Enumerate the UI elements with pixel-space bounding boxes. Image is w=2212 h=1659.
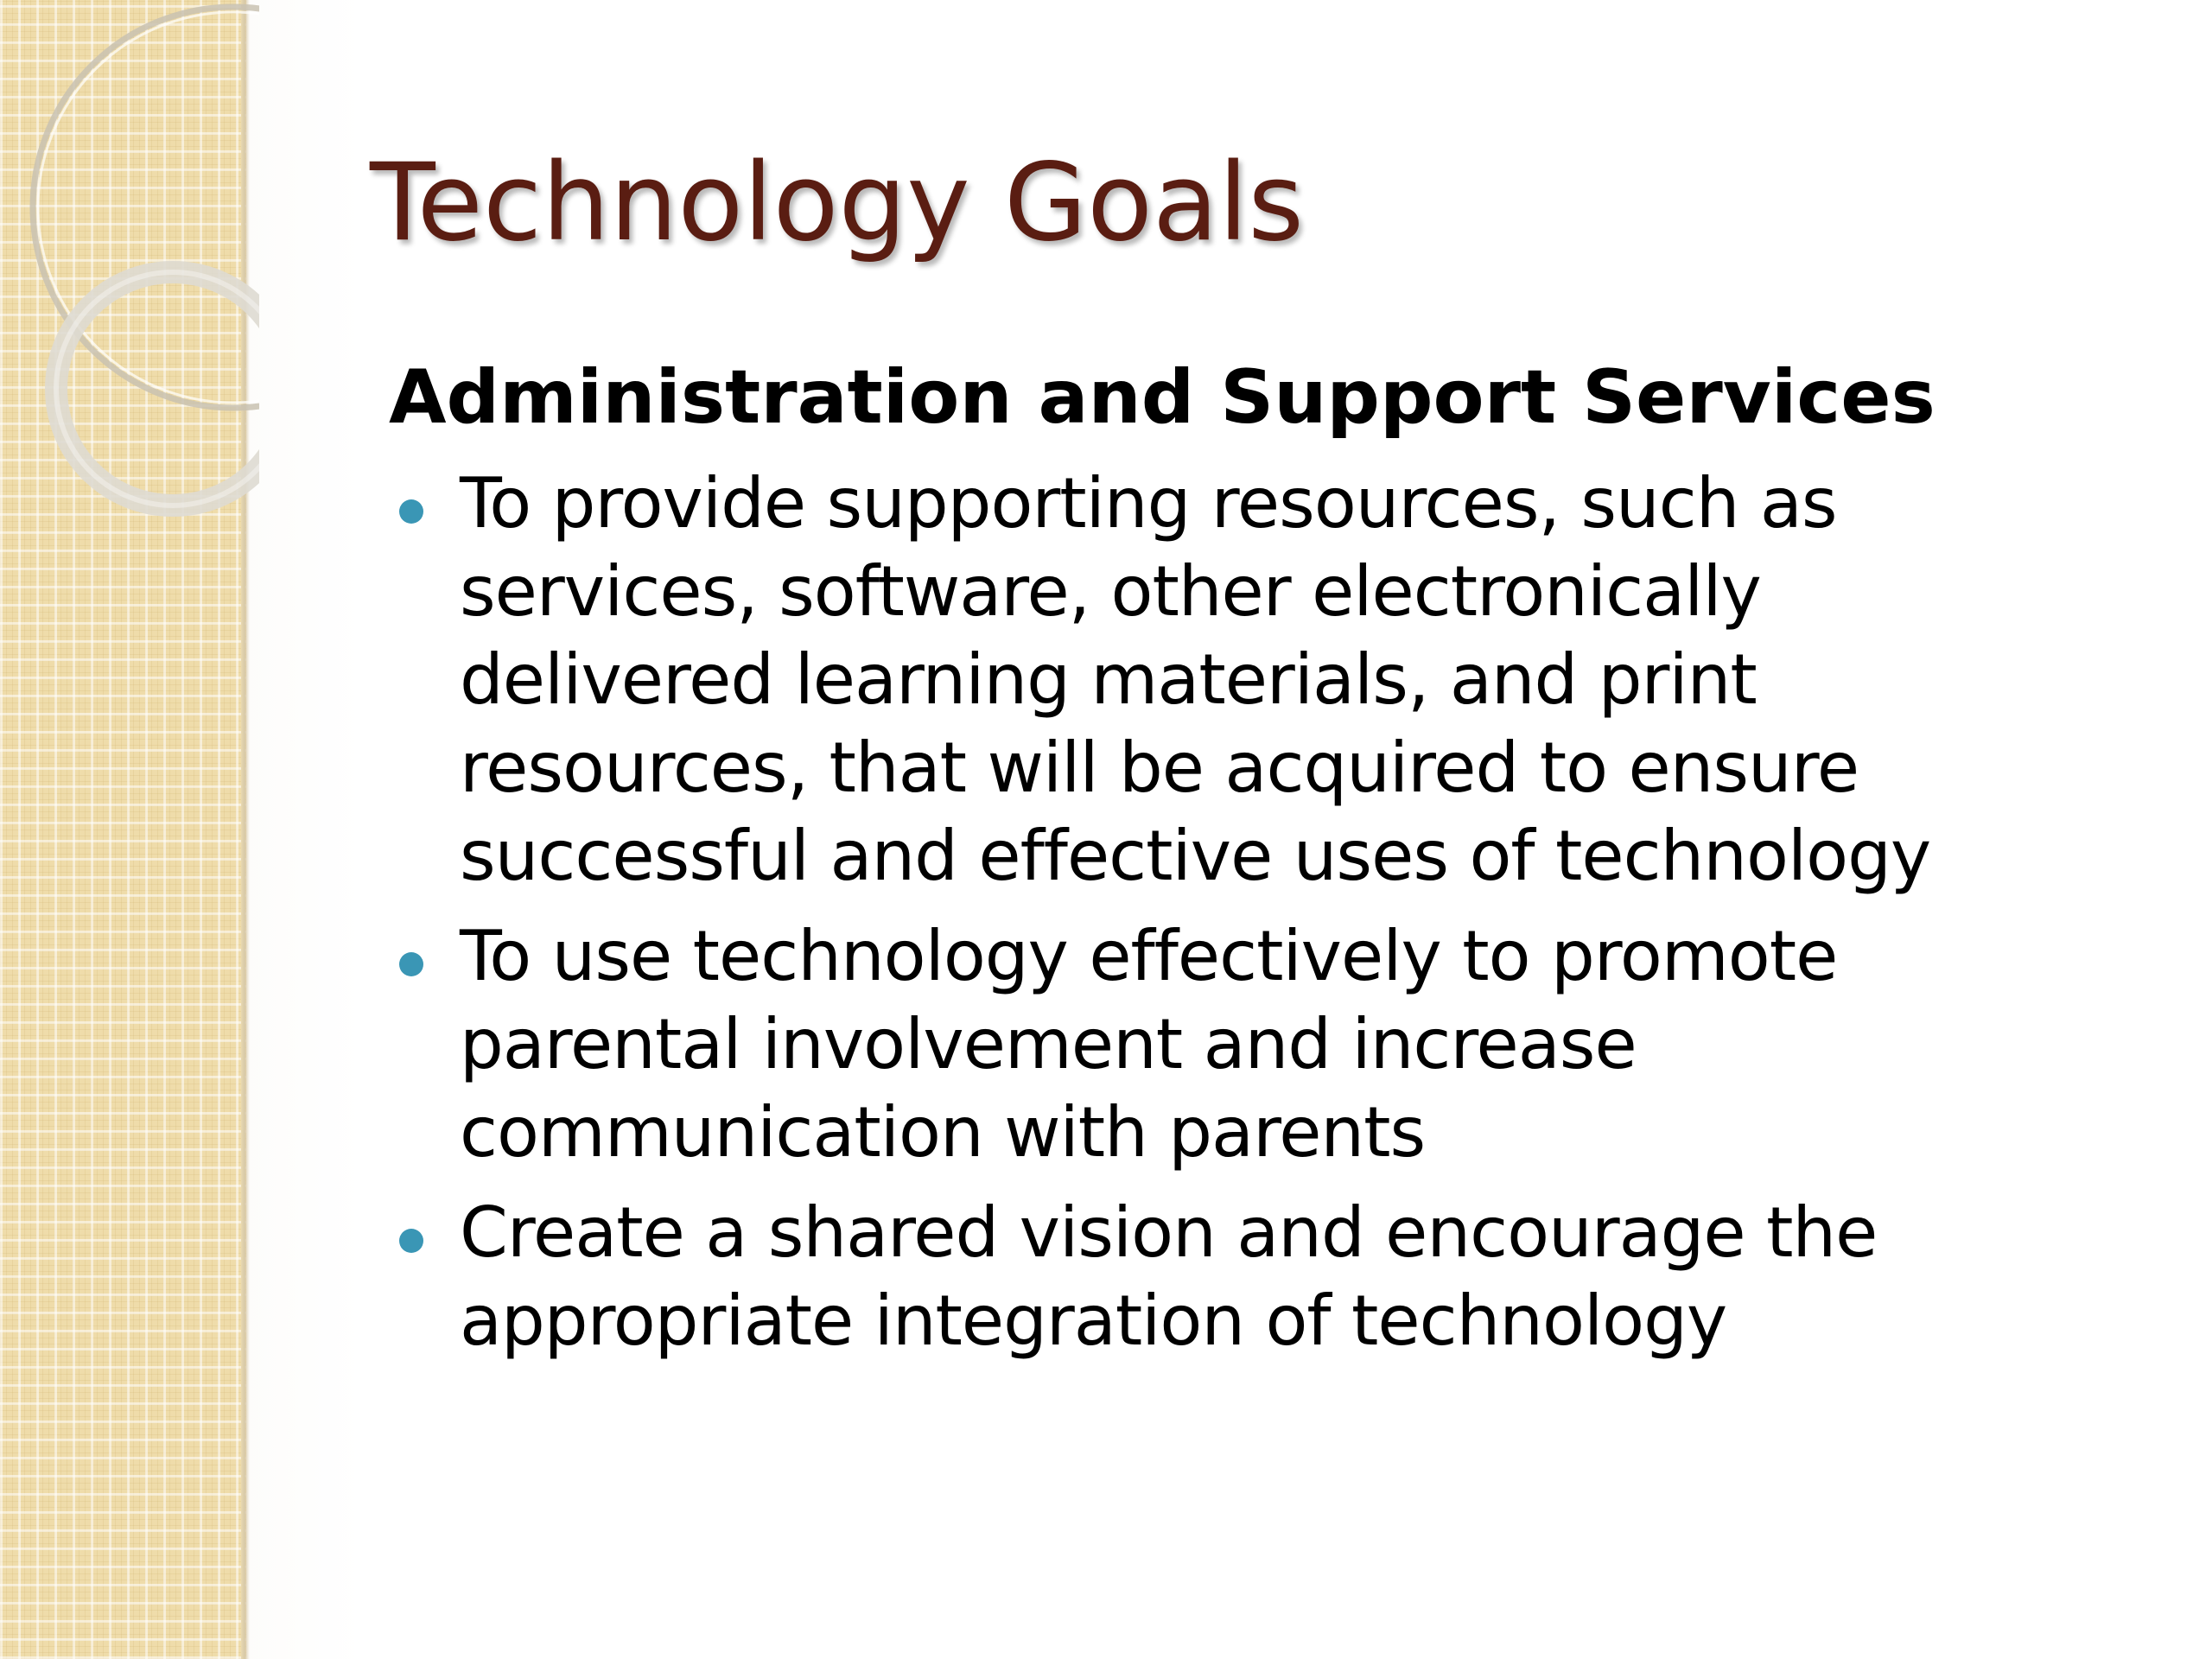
bullet-dot-icon [399,1229,423,1253]
bullet-line: delivered learning materials, and print [460,639,1757,720]
bullet-line: To provide supporting resources, such as [460,463,1837,543]
slide-title: Technology Goals [370,141,1305,265]
decorative-circles [0,0,259,553]
bullet-line: resources, that will be acquired to ensure [460,728,1859,808]
bullet-item [389,912,2100,1177]
section-subheading: Administration and Support Services [389,354,1936,441]
bullet-line: communication with parents [460,1092,1426,1173]
slide-content [389,348,2100,1365]
bullet-line: successful and effective uses of technology [460,816,1931,896]
bullet-line: Create a shared vision and encourage the [460,1192,1878,1273]
bullet-line: parental involvement and increase [460,1004,1637,1084]
bullet-list [389,460,2100,1365]
bullet-item [389,460,2100,900]
bullet-line: services, software, other electronically [460,551,1761,632]
bullet-line: appropriate integration of technology [460,1281,1727,1361]
bullet-dot-icon [399,499,423,524]
bullet-dot-icon [399,952,423,976]
bullet-line: To use technology effectively to promote [460,916,1838,996]
bullet-item [389,1189,2100,1365]
